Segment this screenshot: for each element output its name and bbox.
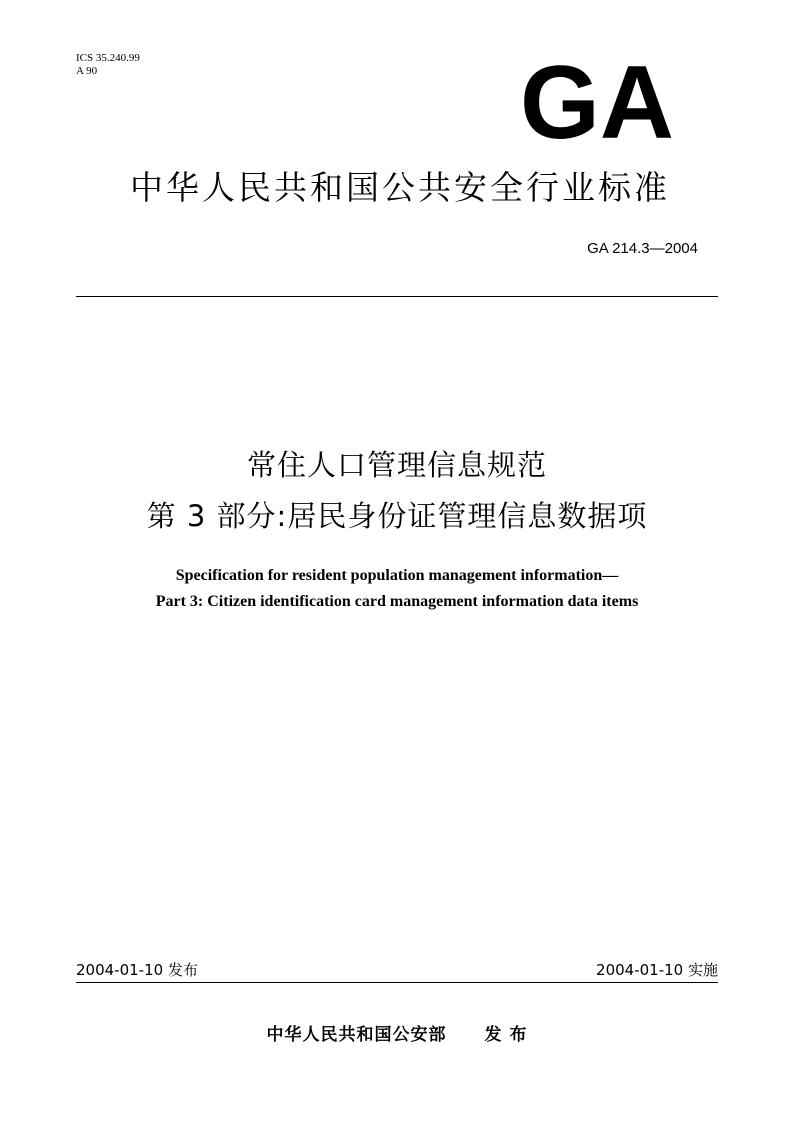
standard-number: GA 214.3—2004 — [587, 240, 698, 257]
classification-codes — [76, 52, 140, 78]
standard-category: 中华人民共和国公共安全行业标准 — [130, 168, 670, 207]
ga-logo — [519, 58, 675, 142]
title-zh-line1: 常住人口管理信息规范 — [246, 448, 547, 482]
ics-code: ICS 35.240.99 — [76, 52, 140, 64]
header-divider — [76, 296, 718, 297]
title-en-line1: Specification for resident population management information— — [175, 567, 619, 584]
issue-date: 2004-01-10 发布 — [76, 961, 198, 979]
footer-divider — [76, 982, 718, 983]
issuer-line — [0, 1020, 794, 1045]
title-en-line2: Part 3: Citizen identification card management information data items — [155, 593, 639, 610]
svg-text:GA: GA — [520, 58, 674, 142]
issuer-action: 发 布 — [484, 1025, 528, 1045]
implementation-date: 2004-01-10 实施 — [596, 961, 718, 979]
issuer-name: 中华人民共和国公安部 — [266, 1025, 447, 1045]
ccs-code: A 90 — [76, 65, 98, 77]
title-zh-line2: 第 3 部分:居民身份证管理信息数据项 — [146, 499, 648, 533]
